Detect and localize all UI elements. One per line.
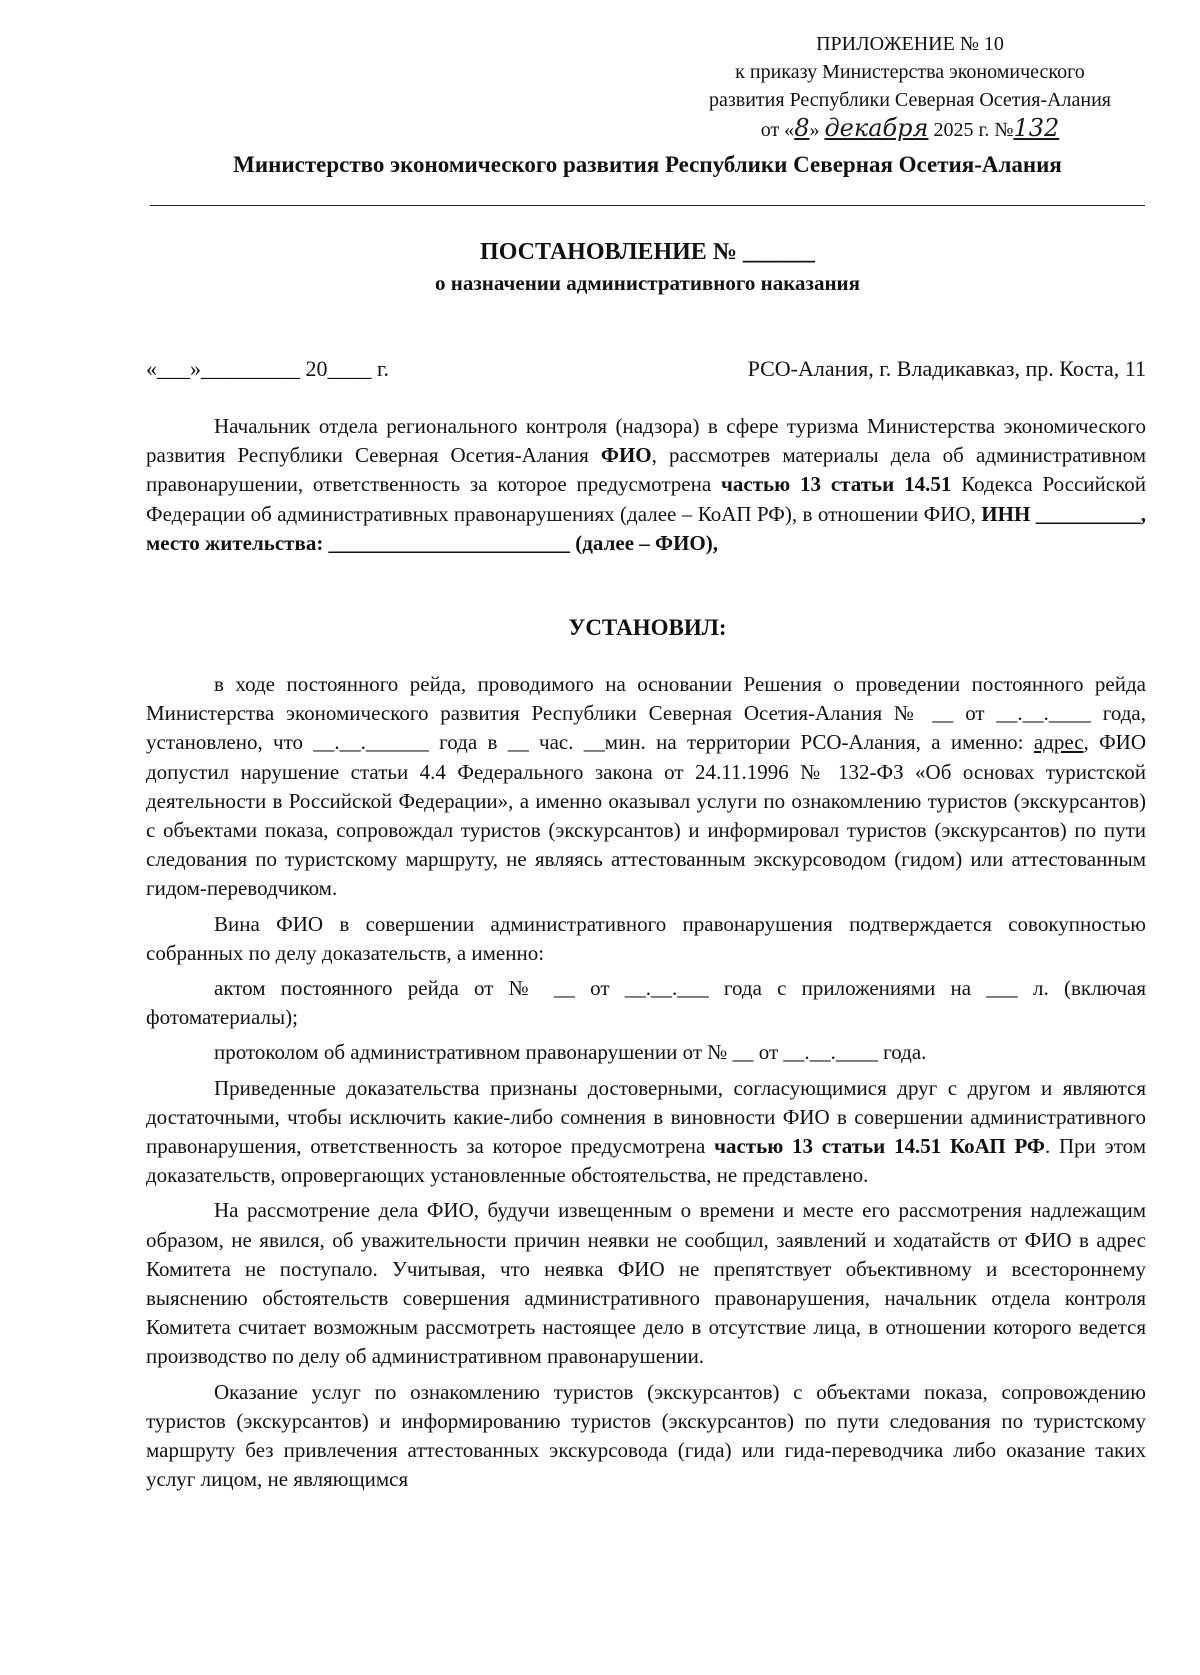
handwritten-number: 132 xyxy=(1013,114,1060,142)
appendix-block xyxy=(660,30,1160,144)
appendix-date-line: от «8» декабря 2025 г. №132 xyxy=(760,114,1060,142)
address-placeholder: адрес xyxy=(1033,730,1084,755)
document-place: РСО-Алания, г. Владикавказ, пр. Коста, 11 xyxy=(747,356,1146,381)
appendix-title: ПРИЛОЖЕНИЕ № 10 xyxy=(816,33,1004,55)
paragraph-raid: в ходе постоянного рейда, проводимого на основании Решения о проведении постоянного рейда Министерства экономического развития Республики Северная Осетия-Алания № __ от __.__.____ года, установлено, что __.__.______ года в __ час. __мин. на территории РСО-Алания, а именно: адрес, ФИО допустил нарушение статьи 4.4 Федерального закона от 24.11.1996 № 132-ФЗ «Об основах туристской деятельности в Российской Федерации», а именно оказывал услуги по ознакомлению туристов (экскурсантов) с объектами показа, сопровождал туристов (экскурсантов) и информировал туристов (экскурсантов) по пути следования по туристскому маршруту, не являясь аттестованным экскурсоводом (гидом) или аттестованным гидом-переводчиком. xyxy=(146,672,1147,901)
paragraph-services: Оказание услуг по ознакомлению туристов (экскурсантов) с объектами показа, сопровождению туристов (экскурсантов) и информированию туристов (экскурсантов) по пути следования по туристскому маршруту без привлечения аттестованных экскурсовода (гида) или гида-переводчика либо оказание таких услуг лицом, не являющимся xyxy=(146,1379,1146,1492)
paragraph-guilt: Вина ФИО в совершении административного правонарушения подтверждается совокупностью собранных по делу доказательств, а именно: xyxy=(146,911,1146,965)
document-title: ПОСТАНОВЛЕНИЕ № ______ xyxy=(480,239,815,265)
ministry-heading: Министерство экономического развития Республики Северная Осетия-Алания xyxy=(233,152,1062,177)
handwritten-month: декабря xyxy=(824,114,929,142)
paragraph-absence: На рассмотрение дела ФИО, будучи извещенным о времени и месте его рассмотрения надлежащим образом, не явился, об уважительности причин неявки не сообщил, заявлений и ходатайств от ФИО в адрес Комитета не поступало. Учитывая, что неявка ФИО не препятствует объективному и всестороннему выяснению обстоятельств совершения административного правонарушения, начальник отдела контроля Комитета считает возможным рассмотреть настоящее дело в отсутствие лица, в отношении которого ведется производство по делу об административном правонарушении. xyxy=(146,1198,1146,1369)
handwritten-day: 8 xyxy=(794,114,810,142)
header-divider xyxy=(150,205,1145,206)
appendix-ministry-line: развития Республики Северная Осетия-Алания xyxy=(709,89,1111,111)
document-date: «___»_________ 20____ г. xyxy=(146,356,390,381)
paragraph-act: актом постоянного рейда от № __ от __.__.___ года с приложениями на ___ л. (включая фотоматериалы); xyxy=(146,976,1146,1030)
paragraph-protocol: протоколом об административном правонарушении от № __ от __.__.____ года. xyxy=(214,1040,927,1065)
paragraph-evidence: Приведенные доказательства признаны достоверными, согласующимися друг с другом и являются достаточными, чтобы исключить какие-либо сомнения в виновности ФИО в совершении административного правонарушения, ответственность за которое предусмотрена частью 13 статьи 14.51 КоАП РФ. При этом доказательств, опровергающих установленные обстоятельства, не представлено. xyxy=(146,1075,1146,1188)
established-heading: УСТАНОВИЛ: xyxy=(568,615,727,640)
document-subtitle: о назначении административного наказания xyxy=(434,271,860,295)
intro-paragraph: Начальник отдела регионального контроля (надзора) в сфере туризма Министерства экономического развития Республики Северная Осетия-Алания ФИО, рассмотрев материалы дела об административном правонарушении, ответственность за которое предусмотрена частью 13 статьи 14.51 Кодекса Российской Федерации об административных правонарушениях (далее – КоАП РФ), в отношении ФИО, ИНН __________, место жительства: _______________________ (далее – ФИО), xyxy=(146,414,1146,555)
appendix-order-line: к приказу Министерства экономического xyxy=(735,61,1085,83)
body-text xyxy=(146,670,1146,1494)
